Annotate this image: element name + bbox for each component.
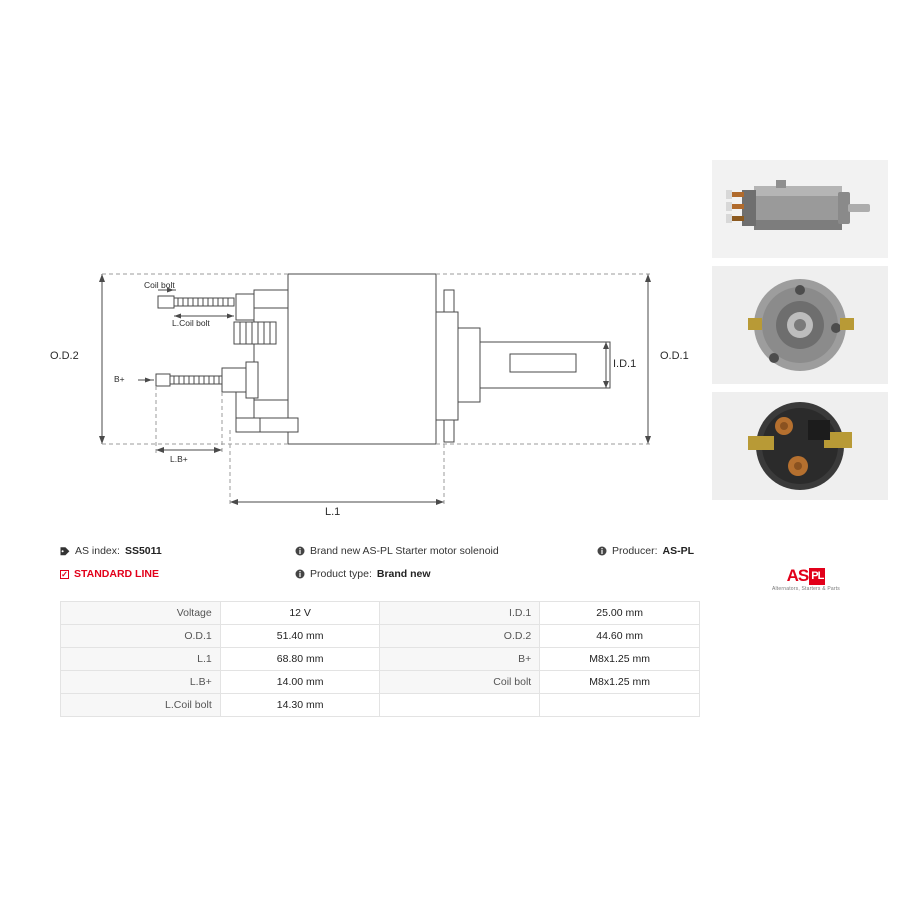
product-photo-column [712, 160, 888, 500]
spec-label: L.Coil bolt [61, 694, 221, 717]
spec-value: 51.40 mm [220, 625, 380, 648]
logo-mark [772, 567, 840, 585]
label-l-coil-bolt: L.Coil bolt [172, 318, 210, 328]
description-text: Brand new AS-PL Starter motor solenoid [310, 545, 499, 557]
table-row [61, 648, 700, 671]
photo-solenoid-side-view[interactable] [712, 160, 888, 258]
table-row [61, 694, 700, 717]
solenoid-dimension-drawing [40, 250, 740, 530]
info-icon [295, 546, 305, 560]
spec-label: B+ [380, 648, 540, 671]
spec-empty-cell [540, 694, 700, 717]
table-row [61, 602, 700, 625]
logo-tagline: Alternators, Starters & Parts [771, 586, 840, 592]
spec-label: O.D.2 [380, 625, 540, 648]
product-info-row [60, 545, 840, 595]
label-lbplus: L.B+ [170, 454, 188, 464]
label-coil-bolt: Coil bolt [144, 280, 175, 290]
info-icon [295, 569, 305, 583]
technical-drawing [40, 250, 740, 530]
spec-value: 25.00 mm [540, 602, 700, 625]
spec-empty-cell [380, 694, 540, 717]
as-index-label: AS index: [75, 545, 120, 557]
info-col-description [295, 545, 499, 591]
label-l1: L.1 [325, 506, 341, 518]
spec-label: I.D.1 [380, 602, 540, 625]
standard-line-badge [60, 568, 162, 580]
as-index-value: SS5011 [124, 545, 162, 557]
producer-value: AS-PL [662, 545, 695, 557]
spec-value: M8x1.25 mm [540, 671, 700, 694]
spec-value: 68.80 mm [220, 648, 380, 671]
spec-value: 14.30 mm [220, 694, 380, 717]
producer-line [597, 545, 694, 560]
spec-value: 44.60 mm [540, 625, 700, 648]
info-col-index [60, 545, 162, 580]
label-id1: I.D.1 [613, 358, 637, 370]
label-bplus: B+ [114, 374, 125, 384]
photo-solenoid-front-flange-view[interactable] [712, 266, 888, 384]
label-od2: O.D.2 [50, 350, 79, 362]
as-index-line [60, 545, 162, 560]
product-type-label: Product type: [310, 568, 372, 580]
product-type-value: Brand new [376, 568, 431, 580]
checkbox-icon: ✓ [61, 569, 68, 579]
as-pl-logo [772, 567, 840, 592]
standard-line-label: STANDARD LINE [74, 568, 159, 580]
logo-text: AS [786, 566, 809, 585]
photo-solenoid-terminal-end-view[interactable] [712, 392, 888, 500]
table-row [61, 625, 700, 648]
logo-badge: PL [809, 568, 825, 585]
spec-label: L.B+ [61, 671, 221, 694]
producer-label: Producer: [612, 545, 658, 557]
spec-label: Coil bolt [380, 671, 540, 694]
spec-value: 12 V [220, 602, 380, 625]
tag-icon [60, 546, 70, 560]
spec-value: M8x1.25 mm [540, 648, 700, 671]
table-row [61, 671, 700, 694]
spec-label: O.D.1 [61, 625, 221, 648]
label-od1: O.D.1 [660, 350, 689, 362]
description-line [295, 545, 499, 560]
spec-label: Voltage [61, 602, 221, 625]
spec-value: 14.00 mm [220, 671, 380, 694]
spec-label: L.1 [61, 648, 221, 671]
info-icon [597, 546, 607, 560]
specification-table [60, 601, 700, 717]
product-type-line [295, 568, 499, 583]
info-col-producer [597, 545, 694, 568]
